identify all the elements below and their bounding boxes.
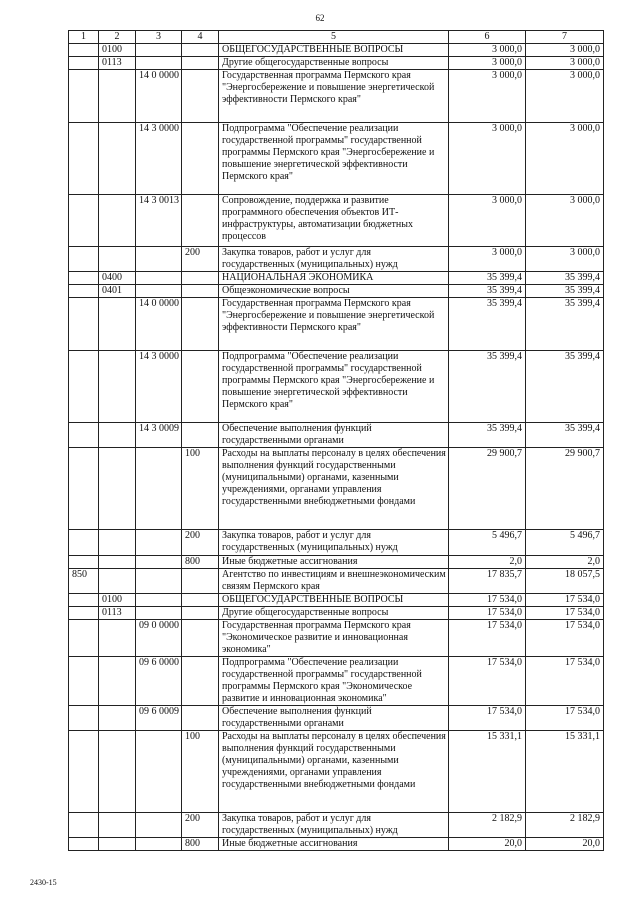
cell-col-1 (69, 607, 99, 620)
header-col-6: 6 (449, 31, 526, 44)
cell-value-1: 29 900,7 (449, 448, 526, 530)
cell-value-1: 3 000,0 (449, 195, 526, 247)
header-col-3: 3 (136, 31, 182, 44)
cell-value-1: 17 534,0 (449, 706, 526, 731)
cell-col-4 (182, 620, 219, 657)
table-row (69, 195, 604, 247)
cell-value-2: 3 000,0 (526, 123, 604, 195)
cell-value-2: 29 900,7 (526, 448, 604, 530)
table-row (69, 423, 604, 448)
cell-col-4 (182, 298, 219, 351)
cell-value-2: 3 000,0 (526, 195, 604, 247)
cell-col-4 (182, 351, 219, 423)
cell-col-3 (136, 247, 182, 272)
cell-value-2: 20,0 (526, 838, 604, 851)
cell-value-1: 35 399,4 (449, 423, 526, 448)
header-col-4: 4 (182, 31, 219, 44)
table-row (69, 351, 604, 423)
cell-name: Закупка товаров, работ и услуг для государственных (муниципальных) нужд (219, 530, 449, 556)
table-row (69, 123, 604, 195)
cell-name: Государственная программа Пермского края "Энергосбережение и повышение энергетической эффективности Пермского края" (219, 298, 449, 351)
cell-col-1 (69, 556, 99, 569)
cell-col-3 (136, 285, 182, 298)
cell-col-2 (99, 731, 136, 813)
cell-name: Обеспечение выполнения функций государственными органами (219, 423, 449, 448)
cell-col-4 (182, 195, 219, 247)
cell-name: Подпрограмма "Обеспечение реализации государственной программы" государственной программы Пермского края "Экономическое развитие и инновационная экономика" (219, 657, 449, 706)
cell-value-1: 35 399,4 (449, 272, 526, 285)
cell-name: Подпрограмма "Обеспечение реализации государственной программы" государственной программы Пермского края "Энергосбережение и повышение энергетической эффективности Пермского края" (219, 351, 449, 423)
cell-value-2: 17 534,0 (526, 706, 604, 731)
table-row (69, 838, 604, 851)
cell-value-2: 17 534,0 (526, 607, 604, 620)
cell-col-2 (99, 706, 136, 731)
cell-col-1: 850 (69, 569, 99, 594)
cell-name: Общеэкономические вопросы (219, 285, 449, 298)
cell-col-1 (69, 44, 99, 57)
cell-value-2: 3 000,0 (526, 70, 604, 123)
header-col-5: 5 (219, 31, 449, 44)
cell-value-2: 18 057,5 (526, 569, 604, 594)
cell-col-2 (99, 530, 136, 556)
cell-col-4 (182, 706, 219, 731)
cell-name: Другие общегосударственные вопросы (219, 57, 449, 70)
table-row (69, 556, 604, 569)
cell-col-1 (69, 272, 99, 285)
table-row (69, 569, 604, 594)
table-row (69, 657, 604, 706)
cell-col-1 (69, 298, 99, 351)
cell-col-1 (69, 195, 99, 247)
table-row (69, 272, 604, 285)
table-header-row (69, 31, 604, 44)
table-row (69, 298, 604, 351)
cell-value-1: 3 000,0 (449, 70, 526, 123)
cell-col-4 (182, 607, 219, 620)
cell-col-3 (136, 731, 182, 813)
cell-col-4 (182, 285, 219, 298)
cell-col-3: 14 3 0000 (136, 123, 182, 195)
cell-col-2 (99, 70, 136, 123)
cell-col-3: 14 3 0009 (136, 423, 182, 448)
cell-col-2: 0400 (99, 272, 136, 285)
cell-value-2: 35 399,4 (526, 285, 604, 298)
cell-col-2 (99, 423, 136, 448)
cell-value-2: 2,0 (526, 556, 604, 569)
cell-col-2: 0100 (99, 44, 136, 57)
table-row (69, 448, 604, 530)
cell-col-2 (99, 351, 136, 423)
cell-value-1: 3 000,0 (449, 44, 526, 57)
cell-name: Сопровождение, поддержка и развитие программного обеспечения объектов ИТ-инфраструктуры, автоматизации бюджетных процессов (219, 195, 449, 247)
cell-col-3: 14 0 0000 (136, 298, 182, 351)
cell-value-2: 17 534,0 (526, 657, 604, 706)
cell-name: Закупка товаров, работ и услуг для государственных (муниципальных) нужд (219, 247, 449, 272)
table-row (69, 813, 604, 838)
cell-col-2 (99, 123, 136, 195)
cell-name: НАЦИОНАЛЬНАЯ ЭКОНОМИКА (219, 272, 449, 285)
cell-value-1: 3 000,0 (449, 247, 526, 272)
cell-col-1 (69, 123, 99, 195)
cell-col-4 (182, 569, 219, 594)
cell-col-2 (99, 556, 136, 569)
cell-name: Расходы на выплаты персоналу в целях обеспечения выполнения функций государственными (муниципальными) органами, казенными учреждениями, органами управления государственными внебюджетными фондами (219, 448, 449, 530)
table-row (69, 706, 604, 731)
cell-col-3: 14 3 0013 (136, 195, 182, 247)
cell-col-1 (69, 620, 99, 657)
cell-value-1: 17 534,0 (449, 607, 526, 620)
cell-value-2: 17 534,0 (526, 594, 604, 607)
cell-col-3 (136, 272, 182, 285)
cell-name: Расходы на выплаты персоналу в целях обеспечения выполнения функций государственными (муниципальными) органами, казенными учреждениями, органами управления государственными внебюджетными фондами (219, 731, 449, 813)
cell-col-4: 800 (182, 838, 219, 851)
page-number: 62 (315, 13, 325, 23)
cell-value-2: 35 399,4 (526, 272, 604, 285)
budget-table (68, 30, 604, 851)
cell-name: Государственная программа Пермского края "Экономическое развитие и инновационная экономика" (219, 620, 449, 657)
cell-col-1 (69, 657, 99, 706)
cell-col-4 (182, 423, 219, 448)
cell-col-3 (136, 448, 182, 530)
cell-value-1: 15 331,1 (449, 731, 526, 813)
cell-col-3 (136, 838, 182, 851)
cell-value-2: 5 496,7 (526, 530, 604, 556)
cell-value-2: 35 399,4 (526, 423, 604, 448)
cell-col-4: 100 (182, 448, 219, 530)
cell-col-2 (99, 298, 136, 351)
table-row (69, 247, 604, 272)
cell-value-2: 2 182,9 (526, 813, 604, 838)
table-row (69, 70, 604, 123)
cell-col-3 (136, 530, 182, 556)
cell-name: Агентство по инвестициям и внешнеэкономическим связям Пермского края (219, 569, 449, 594)
cell-col-3 (136, 813, 182, 838)
table-row (69, 44, 604, 57)
cell-col-2 (99, 657, 136, 706)
cell-name: Иные бюджетные ассигнования (219, 556, 449, 569)
cell-col-1 (69, 731, 99, 813)
cell-col-4 (182, 57, 219, 70)
table-row (69, 285, 604, 298)
cell-col-2 (99, 247, 136, 272)
header-col-7: 7 (526, 31, 604, 44)
cell-col-3: 14 0 0000 (136, 70, 182, 123)
cell-name: Иные бюджетные ассигнования (219, 838, 449, 851)
cell-col-4: 200 (182, 530, 219, 556)
cell-col-4: 800 (182, 556, 219, 569)
cell-value-2: 3 000,0 (526, 57, 604, 70)
cell-value-1: 17 534,0 (449, 594, 526, 607)
cell-col-1 (69, 594, 99, 607)
cell-value-2: 17 534,0 (526, 620, 604, 657)
cell-col-4: 200 (182, 247, 219, 272)
header-col-1: 1 (69, 31, 99, 44)
cell-col-1 (69, 530, 99, 556)
table-row (69, 607, 604, 620)
cell-name: ОБЩЕГОСУДАРСТВЕННЫЕ ВОПРОСЫ (219, 594, 449, 607)
cell-name: Закупка товаров, работ и услуг для государственных (муниципальных) нужд (219, 813, 449, 838)
cell-value-1: 35 399,4 (449, 285, 526, 298)
cell-col-1 (69, 423, 99, 448)
cell-col-2: 0113 (99, 607, 136, 620)
cell-value-1: 35 399,4 (449, 351, 526, 423)
cell-col-3 (136, 44, 182, 57)
cell-value-1: 17 534,0 (449, 657, 526, 706)
cell-value-1: 2,0 (449, 556, 526, 569)
cell-name: Другие общегосударственные вопросы (219, 607, 449, 620)
cell-col-3: 14 3 0000 (136, 351, 182, 423)
table-row (69, 530, 604, 556)
cell-value-2: 35 399,4 (526, 351, 604, 423)
cell-name: Обеспечение выполнения функций государственными органами (219, 706, 449, 731)
document-code: 2430-15 (30, 878, 57, 887)
cell-value-1: 3 000,0 (449, 57, 526, 70)
cell-col-4 (182, 123, 219, 195)
cell-col-4 (182, 657, 219, 706)
cell-col-2: 0401 (99, 285, 136, 298)
cell-col-4 (182, 272, 219, 285)
cell-value-1: 35 399,4 (449, 298, 526, 351)
cell-col-3 (136, 569, 182, 594)
cell-col-1 (69, 448, 99, 530)
cell-col-2 (99, 448, 136, 530)
cell-col-2: 0100 (99, 594, 136, 607)
cell-col-4 (182, 594, 219, 607)
cell-value-2: 3 000,0 (526, 247, 604, 272)
cell-name: Государственная программа Пермского края "Энергосбережение и повышение энергетической эффективности Пермского края" (219, 70, 449, 123)
cell-col-2 (99, 195, 136, 247)
cell-col-1 (69, 351, 99, 423)
cell-name: ОБЩЕГОСУДАРСТВЕННЫЕ ВОПРОСЫ (219, 44, 449, 57)
cell-value-2: 15 331,1 (526, 731, 604, 813)
cell-col-2 (99, 620, 136, 657)
cell-col-1 (69, 838, 99, 851)
cell-value-1: 5 496,7 (449, 530, 526, 556)
cell-col-4: 200 (182, 813, 219, 838)
cell-col-3: 09 6 0009 (136, 706, 182, 731)
cell-col-2 (99, 838, 136, 851)
cell-value-1: 3 000,0 (449, 123, 526, 195)
cell-col-1 (69, 57, 99, 70)
table-row (69, 594, 604, 607)
table-row (69, 731, 604, 813)
cell-col-1 (69, 706, 99, 731)
table-row (69, 57, 604, 70)
cell-col-3 (136, 594, 182, 607)
cell-col-3: 09 0 0000 (136, 620, 182, 657)
cell-col-1 (69, 813, 99, 838)
cell-name: Подпрограмма "Обеспечение реализации государственной программы" государственной программы Пермского края "Энергосбережение и повышение энергетической эффективности Пермского края" (219, 123, 449, 195)
cell-col-3 (136, 607, 182, 620)
cell-col-1 (69, 70, 99, 123)
cell-col-1 (69, 247, 99, 272)
table-row (69, 620, 604, 657)
cell-col-2 (99, 569, 136, 594)
cell-col-4 (182, 70, 219, 123)
cell-col-4 (182, 44, 219, 57)
cell-value-1: 17 534,0 (449, 620, 526, 657)
cell-value-1: 17 835,7 (449, 569, 526, 594)
cell-col-2 (99, 813, 136, 838)
cell-col-4: 100 (182, 731, 219, 813)
cell-col-1 (69, 285, 99, 298)
cell-value-1: 2 182,9 (449, 813, 526, 838)
header-col-2: 2 (99, 31, 136, 44)
cell-col-2: 0113 (99, 57, 136, 70)
cell-col-3 (136, 57, 182, 70)
cell-value-2: 35 399,4 (526, 298, 604, 351)
cell-value-2: 3 000,0 (526, 44, 604, 57)
cell-col-3 (136, 556, 182, 569)
cell-value-1: 20,0 (449, 838, 526, 851)
cell-col-3: 09 6 0000 (136, 657, 182, 706)
